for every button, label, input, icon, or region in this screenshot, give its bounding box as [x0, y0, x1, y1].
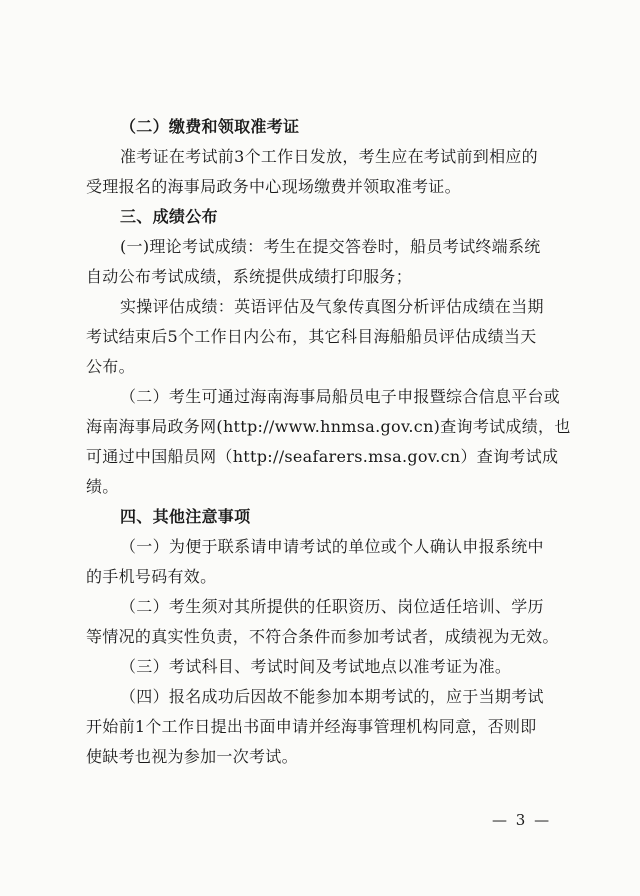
section3-item1-line-2: 自动公布考试成绩，系统提供成绩打印服务；: [86, 267, 413, 286]
section4-item1-line-2: 的手机号码有效。: [86, 567, 217, 586]
section2-heading: （二）缴费和领取准考证: [120, 117, 300, 136]
section3-practical-line-1: 实操评估成绩：英语评估及气象传真图分析评估成绩在当期: [120, 297, 544, 316]
section3-practical-line-2: 考试结束后5个工作日内公布，其它科目海船船员评估成绩当天: [86, 327, 537, 346]
section3-item2-line-3: 可通过中国船员网（http://seafarers.msa.gov.cn）查询考试成: [86, 447, 559, 466]
section4-item4-line-3: 使缺考也视为参加一次考试。: [86, 747, 298, 766]
section2-body-line-2: 受理报名的海事局政务中心现场缴费并领取准考证。: [86, 177, 461, 196]
section3-practical-line-3: 公布。: [86, 357, 135, 376]
section2-body-line-1: 准考证在考试前3个工作日发放，考生应在考试前到相应的: [120, 147, 538, 166]
section4-item4-line-1: （四）报名成功后因故不能参加本期考试的，应于当期考试: [120, 687, 544, 706]
section4-item2-line-1: （二）考生须对其所提供的任职资历、岗位适任培训、学历: [120, 597, 544, 616]
page-number: — 3 —: [492, 811, 552, 829]
section4-item2-line-2: 等情况的真实性负责，不符合条件而参加考试者，成绩视为无效。: [86, 627, 559, 646]
section4-item3-line-1: （三）考试科目、考试时间及考试地点以准考证为准。: [120, 657, 512, 676]
section3-item2-line-2: 海南海事局政务网(http://www.hnmsa.gov.cn)查询考试成绩，也: [86, 417, 571, 436]
section3-item2-line-4: 绩。: [86, 477, 119, 496]
section4-item1-line-1: （一）为便于联系请申请考试的单位或个人确认申报系统中: [120, 537, 544, 556]
section3-item1-line-1: (一)理论考试成绩：考生在提交答卷时，船员考试终端系统: [120, 237, 541, 256]
section4-heading: 四、其他注意事项: [120, 507, 251, 526]
section3-item2-line-1: （二）考生可通过海南海事局船员电子申报暨综合信息平台或: [120, 387, 561, 406]
section4-item4-line-2: 开始前1个工作日提出书面申请并经海事管理机构同意，否则即: [86, 717, 537, 736]
section3-heading: 三、成绩公布: [120, 207, 218, 226]
